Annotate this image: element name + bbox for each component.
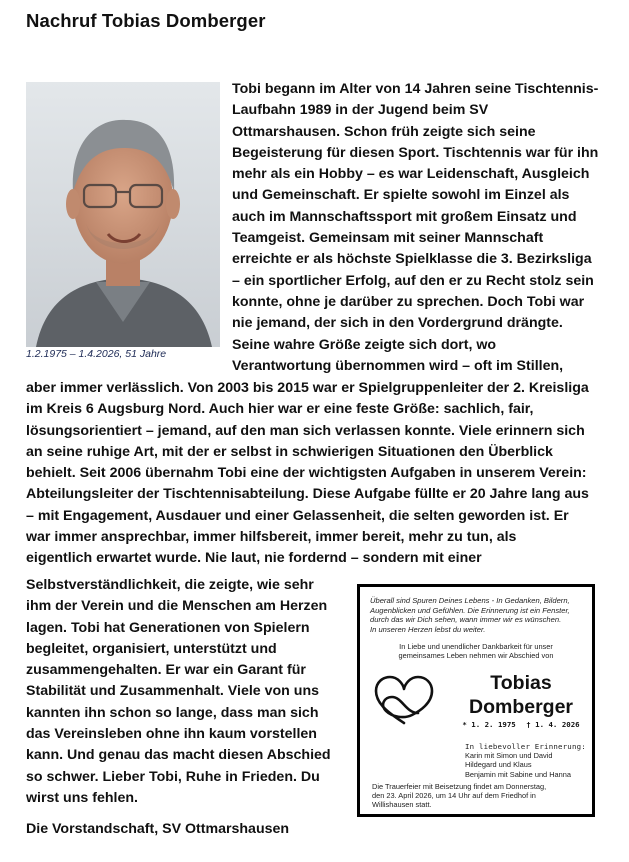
text-line: auch im Mannschaftssport mit großem Einsatz und (232, 208, 577, 225)
text-line: kann. Und genau das macht diesen Abschied (26, 747, 331, 764)
text-line: das Vereinsleben ohne ihn kaum vorstellen (26, 726, 317, 743)
notice-quote-line: durch das wir Dich sehen, wann immer wir es wünschen. (370, 615, 562, 624)
text-line: ihm der Verein und die Menschen am Herzen (26, 598, 328, 615)
text-line: begleitet, organisiert, unterstützt und (26, 640, 277, 657)
text-line: eigentlich erwartet wurde. Nie laut, nie fordernd – sondern mit einer (26, 550, 482, 567)
portrait-photo (26, 82, 220, 347)
page-title: Nachruf Tobias Domberger (26, 10, 266, 31)
funeral-info-line: Willishausen statt. (372, 800, 432, 810)
text-line: Tobi begann im Alter von 14 Jahren seine Tischtennis- (232, 81, 599, 97)
text-line: erreichte er als höchste Spielklasse die 3. Bezirksliga (232, 251, 592, 268)
mourner-line: Karin mit Simon und David (465, 751, 553, 761)
notice-first-name: Tobias (490, 672, 552, 694)
memory-heading: In liebevoller Erinnerung: (465, 742, 586, 751)
mourner-line: Hildegard und Klaus (465, 760, 532, 770)
funeral-info-line: den 23. April 2026, um 14 Uhr auf dem Friedhof in (372, 791, 536, 801)
text-line: Selbstverständlichkeit, die zeigte, wie sehr (26, 577, 314, 593)
text-line: behielt. Seit 2006 übernahm Tobi eine der wichtigsten Aufgaben in unserem Verein: (26, 465, 587, 482)
notice-dates (455, 720, 587, 729)
text-line: Seine wahre Größe zeigte sich dort, wo (232, 336, 497, 353)
text-line: lagen. Tobi hat Generationen von Spielern (26, 619, 310, 636)
death-notice (357, 584, 595, 817)
notice-quote-line: Augenblicken und Gefühlen. Die Erinnerung ist ein Fenster, (370, 605, 570, 615)
text-line: zusammengehalten. Er war ein Garant für (26, 662, 306, 679)
text-line: nie jemand, der sich in den Vordergrund drängte. (232, 315, 563, 332)
text-line: Begeisterung für diesen Sport. Tischtennis war für ihn (232, 144, 599, 161)
notice-quote (370, 596, 588, 634)
notice-quote-line: Überall sind Spuren Deines Lebens - In Gedanken, Bildern, (370, 596, 570, 605)
text-line: wirst uns fehlen. (26, 789, 138, 806)
text-line: Teamgeist. Gemeinsam mit seiner Mannschaft (232, 230, 544, 247)
notice-mourners (465, 742, 586, 779)
notice-intro-line: gemeinsames Leben nehmen wir Abschied von (398, 651, 554, 661)
text-line: lösungsorientiert – jemand, auf den man sich verlassen konnte. Viele erinnern sich (26, 422, 585, 439)
text-line: im Kreis 6 Augsburg Nord. Auch hier war er eine feste Größe: sachlich, fair, (26, 401, 534, 418)
funeral-info-line: Die Trauerfeier mit Beisetzung findet am Donnerstag, (372, 782, 547, 791)
funeral-info (372, 782, 546, 810)
photo-caption: 1.2.1975 – 1.4.2026, 51 Jahre (26, 348, 167, 360)
text-line: aber immer verlässlich. Von 2003 bis 2015 war er Spielgruppenleiter der 2. Kreisliga (26, 380, 589, 396)
notice-last-name: Domberger (468, 696, 574, 718)
text-line: und Gemeinschaft. Er spielte sowohl im Einzel als (232, 187, 570, 204)
signature: Die Vorstandschaft, SV Ottmarshausen (26, 821, 290, 837)
text-line: konnte, ohne je darüber zu sprechen. Doch Tobi war (232, 293, 585, 310)
obituary-text-full-width (26, 378, 589, 570)
text-line: so schwer. Lieber Tobi, Ruhe in Frieden. Du (26, 768, 320, 785)
text-line: an seine ruhige Art, mit der er selbst in schwierigen Situationen den Überblick (26, 443, 553, 460)
text-line: war immer ansprechbar, immer hilfsbereit, immer bereit, mehr zu tun, als (26, 529, 517, 546)
obituary-text-beside-notice (26, 575, 331, 809)
notice-quote-line: In unseren Herzen lebst du weiter. (370, 624, 486, 634)
obituary-text-beside-photo (232, 79, 598, 377)
infinity-heart-icon (372, 673, 436, 729)
text-line: Ottmarshausen. Schon früh zeigte sich seine (232, 123, 536, 140)
text-line: – mit Engagement, Ausdauer und einer Gelassenheit, die selten geworden ist. Er (26, 507, 569, 524)
text-line: mehr als ein Hobby – es war Leidenschaft, Ausgleich (232, 166, 590, 183)
birth-date: * 1. 2. 1975 (462, 720, 516, 729)
notice-intro (360, 642, 592, 661)
text-line: Laufbahn 1989 in der Jugend beim SV (232, 102, 489, 119)
notice-intro-line: In Liebe und unendlicher Dankbarkeit für unser (399, 642, 553, 651)
text-line: kannten ihn schon so lange, dass man sich (26, 704, 319, 721)
death-date: † 1. 4. 2026 (526, 720, 580, 729)
text-line: Abteilungsleiter der Tischtennisabteilung. Diese Aufgabe füllte er 20 Jahre lang aus (26, 486, 589, 503)
notice-name (455, 671, 587, 719)
text-line: Stabilität und Zusammenhalt. Viele von uns (26, 683, 319, 700)
mourner-line: Benjamin mit Sabine und Hanna (465, 769, 571, 779)
text-line: – ein sportlicher Erfolg, auf den er zu Recht stolz sein (232, 272, 594, 289)
text-line: Verantwortung übernommen wird – oft im Stillen, (232, 357, 564, 374)
